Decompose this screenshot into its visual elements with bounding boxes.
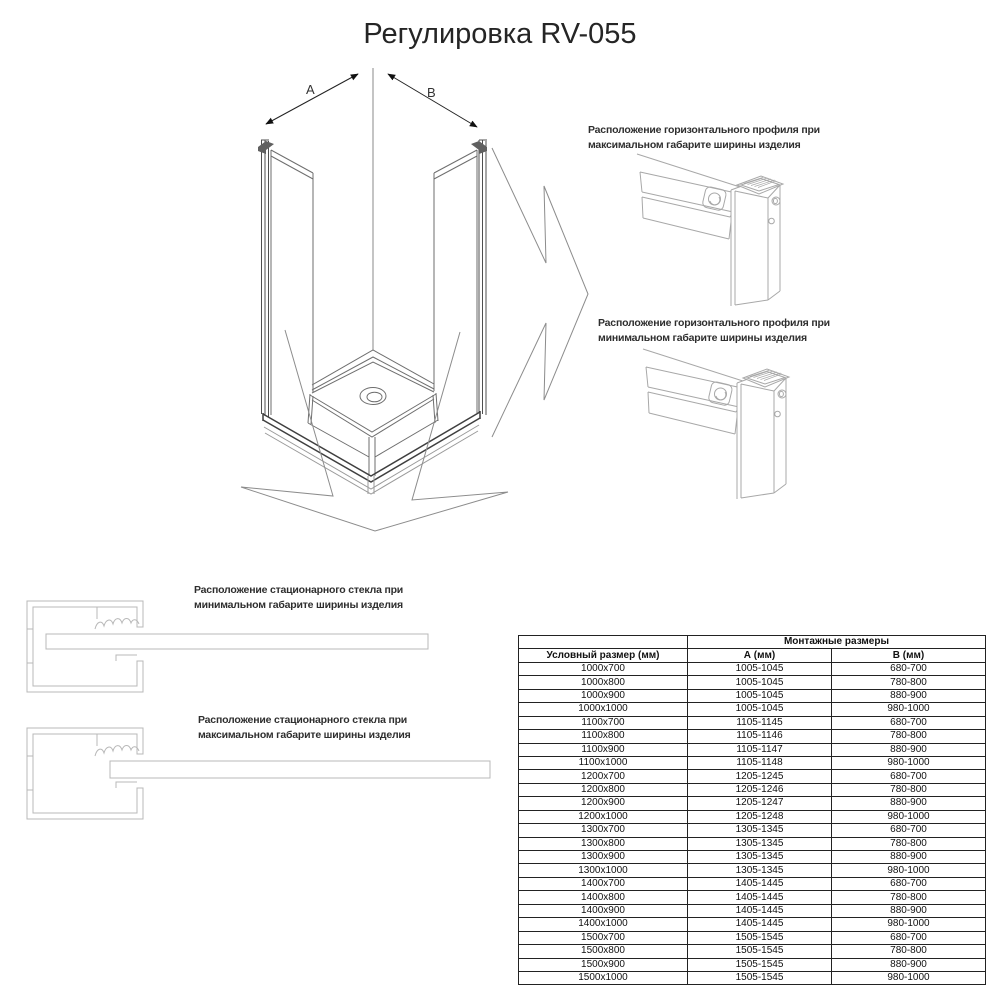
table-row [519, 662, 986, 675]
table-cell: 780-800 [832, 783, 986, 796]
table-cell: 1005-1045 [688, 703, 832, 716]
table-row [519, 837, 986, 850]
table-cell: 980-1000 [832, 703, 986, 716]
table-cell: 1505-1545 [688, 971, 832, 984]
left-bracket [258, 141, 274, 154]
table-cell: 1105-1146 [688, 730, 832, 743]
table-cell: 780-800 [832, 730, 986, 743]
table-row [519, 864, 986, 877]
table-row [519, 918, 986, 931]
annotation-profile-max [588, 123, 820, 153]
table-cell: 680-700 [832, 931, 986, 944]
table-cell: 1400x900 [519, 904, 688, 917]
table-cell: 1205-1245 [688, 770, 832, 783]
table-cell: 880-900 [832, 958, 986, 971]
table-cell: 1500x800 [519, 945, 688, 958]
table-cell: 1405-1445 [688, 891, 832, 904]
dimension-label-a: A [306, 82, 315, 97]
table-cell: 1000x1000 [519, 703, 688, 716]
table-cell: 1000x800 [519, 676, 688, 689]
annotation-line: Расположение горизонтального профиля при [598, 317, 830, 329]
annotation-line: максимальном габарите ширины изделия [588, 139, 801, 151]
table-cell: 1500x1000 [519, 971, 688, 984]
table-cell: 1205-1248 [688, 810, 832, 823]
table-cell: 1405-1445 [688, 904, 832, 917]
tray-front-frame [263, 411, 480, 482]
table-cell: 1200x900 [519, 797, 688, 810]
table-cell: 980-1000 [832, 971, 986, 984]
table-cell: 1200x700 [519, 770, 688, 783]
table-row [519, 891, 986, 904]
table-cell: 1205-1247 [688, 797, 832, 810]
table-row [519, 797, 986, 810]
table-cell: 680-700 [832, 824, 986, 837]
column-header-b: В (мм) [832, 649, 986, 662]
left-wall-profile [261, 140, 269, 417]
dimension-label-b: B [427, 85, 436, 100]
glass-section-max [110, 761, 490, 778]
page-title: Регулировка RV-055 [363, 18, 637, 50]
table-row [519, 689, 986, 702]
table-row [519, 770, 986, 783]
glass-panels [271, 150, 477, 415]
table-row [519, 703, 986, 716]
table-cell: 780-800 [832, 837, 986, 850]
table-cell: 980-1000 [832, 756, 986, 769]
right-wall-profile [479, 140, 487, 415]
table-row [519, 676, 986, 689]
table-cell: 1105-1145 [688, 716, 832, 729]
cross-section-min-drawing [27, 601, 428, 692]
table-cell: 1005-1045 [688, 689, 832, 702]
table-cell: 1305-1345 [688, 851, 832, 864]
dimension-lines [266, 74, 477, 127]
table-cell: 880-900 [832, 851, 986, 864]
table-cell: 1500x900 [519, 958, 688, 971]
callout-arrows [241, 148, 588, 531]
table-cell: 1505-1545 [688, 945, 832, 958]
table-cell: 780-800 [832, 891, 986, 904]
table-cell: 1300x1000 [519, 864, 688, 877]
profile-detail-max-drawing [637, 154, 783, 306]
table-row [519, 945, 986, 958]
table-cell: 1400x800 [519, 891, 688, 904]
table-group-header-row [519, 636, 986, 649]
annotation-glass-min [194, 583, 403, 613]
table-row [519, 851, 986, 864]
annotation-profile-min [598, 316, 830, 346]
table-row [519, 716, 986, 729]
table-cell: 1100x700 [519, 716, 688, 729]
table-row [519, 783, 986, 796]
table-cell: 1100x800 [519, 730, 688, 743]
table-cell: 1305-1345 [688, 837, 832, 850]
annotation-line: минимальном габарите ширины изделия [598, 332, 807, 344]
table-cell: 780-800 [832, 945, 986, 958]
table-cell: 680-700 [832, 877, 986, 890]
table-cell: 980-1000 [832, 810, 986, 823]
table-cell: 1105-1148 [688, 756, 832, 769]
table-cell: 1300x900 [519, 851, 688, 864]
table-cell: 1000x700 [519, 662, 688, 675]
table-row [519, 958, 986, 971]
table-cell: 880-900 [832, 797, 986, 810]
table-cell: 1005-1045 [688, 676, 832, 689]
table-cell: 880-900 [832, 904, 986, 917]
table-row [519, 904, 986, 917]
table-row [519, 824, 986, 837]
table-cell: 880-900 [832, 689, 986, 702]
table-cell: 1205-1246 [688, 783, 832, 796]
column-header-size: Условный размер (мм) [519, 649, 688, 662]
table-cell: 1505-1545 [688, 931, 832, 944]
table-cell: 1200x1000 [519, 810, 688, 823]
table-cell: 1105-1147 [688, 743, 832, 756]
annotation-line: Расположение горизонтального профиля при [588, 124, 820, 136]
table-header-row [519, 649, 986, 662]
table-row [519, 756, 986, 769]
table-row [519, 743, 986, 756]
table-cell: 1005-1045 [688, 662, 832, 675]
table-cell: 1400x700 [519, 877, 688, 890]
table-cell: 680-700 [832, 662, 986, 675]
tray-base [264, 425, 479, 494]
table-cell: 1405-1445 [688, 918, 832, 931]
table-cell: 1200x800 [519, 783, 688, 796]
table-row [519, 730, 986, 743]
annotation-line: Расположение стационарного стекла при [194, 584, 404, 596]
table-cell: 1300x800 [519, 837, 688, 850]
glass-section-min [46, 634, 428, 649]
table-cell: 1500x700 [519, 931, 688, 944]
group-header-cell: Монтажные размеры [688, 636, 986, 649]
table-cell: 980-1000 [832, 864, 986, 877]
table-cell: 1505-1545 [688, 958, 832, 971]
table-cell: 780-800 [832, 676, 986, 689]
table-cell: 980-1000 [832, 918, 986, 931]
table-cell: 880-900 [832, 743, 986, 756]
profile-detail-min-drawing [643, 349, 789, 499]
annotation-line: максимальном габарите ширины изделия [198, 729, 411, 741]
arrow-right [492, 148, 588, 437]
mounting-size-table [518, 635, 986, 985]
annotation-line: минимальном габарите ширины изделия [194, 599, 403, 611]
size-table-body [519, 662, 986, 985]
table-cell: 1100x1000 [519, 756, 688, 769]
table-cell: 680-700 [832, 770, 986, 783]
table-row [519, 877, 986, 890]
shower-enclosure-drawing [241, 68, 588, 531]
table-row [519, 971, 986, 984]
table-cell: 1305-1345 [688, 864, 832, 877]
table-cell: 1405-1445 [688, 877, 832, 890]
table-cell: 1400x1000 [519, 918, 688, 931]
table-row [519, 810, 986, 823]
table-row [519, 931, 986, 944]
annotation-glass-max [198, 713, 411, 743]
table-cell: 1000x900 [519, 689, 688, 702]
table-cell: 680-700 [832, 716, 986, 729]
annotation-line: Расположение стационарного стекла при [198, 714, 408, 726]
empty-header-cell [519, 636, 688, 649]
table-cell: 1100x900 [519, 743, 688, 756]
column-header-a: А (мм) [688, 649, 832, 662]
table-cell: 1300x700 [519, 824, 688, 837]
table-cell: 1305-1345 [688, 824, 832, 837]
